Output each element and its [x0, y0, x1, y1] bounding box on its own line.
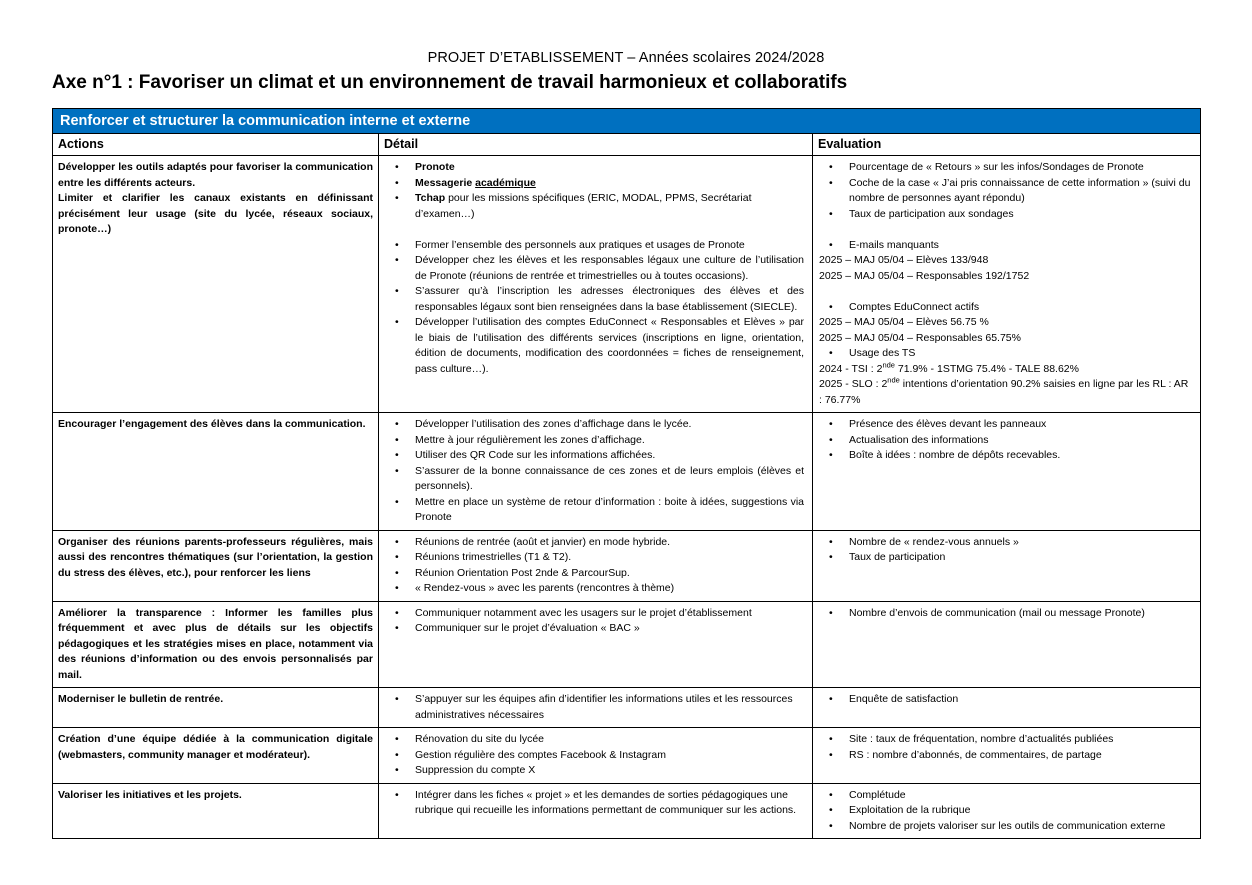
- axe-heading: Axe n°1 : Favoriser un climat et un environnement de travail harmonieux et collaboratifs: [52, 72, 848, 93]
- bullet-item-text: Mettre à jour régulièrement les zones d’affichage.: [415, 433, 645, 446]
- banner-row: [53, 109, 1201, 134]
- detail-cell: [379, 413, 813, 531]
- evaluation-cell: [813, 688, 1201, 728]
- bullet-item: [383, 176, 806, 192]
- bullet-item-text: Taux de participation aux sondages: [849, 207, 1014, 220]
- stat-line: 2025 – MAJ 05/04 – Elèves 56.75 %: [819, 316, 989, 328]
- blank-line: [817, 222, 1194, 238]
- bullet-marker-icon: •: [395, 733, 399, 745]
- action-paragraph: Limiter et clarifier les canaux existants en définissant précisément leur usage (site du lycée, réseaux sociaux, pronote…): [58, 192, 373, 235]
- stat-line: 2025 - SLO : 2nde intentions d’orientation 90.2% saisies en ligne par les RL : AR : 76.77%: [819, 375, 1189, 406]
- column-header-actions: Actions: [53, 134, 379, 156]
- bullet-item-text: Développer l’utilisation des comptes EduConnect « Responsables et Elèves » par le biais de l’utilisation des différents services (inscriptions en ligne, orientation, édition de documents, modification des coordonnées = fiches de renseignement, pass culture…).: [415, 316, 804, 375]
- bullet-marker-icon: •: [829, 207, 833, 220]
- actions-cell: [53, 413, 379, 531]
- bullet-item-text: Nombre d’envois de communication (mail ou message Pronote): [849, 606, 1145, 619]
- bullet-item-text: Nombre de « rendez-vous annuels »: [849, 535, 1019, 548]
- bullet-item-text: Messagerie académique: [415, 176, 536, 189]
- main-table: [52, 108, 1201, 839]
- detail-cell: [379, 601, 813, 688]
- bullet-marker-icon: •: [829, 788, 833, 801]
- bullet-marker-icon: •: [395, 285, 399, 297]
- evaluation-cell: [813, 601, 1201, 688]
- bullet-item: [383, 692, 806, 723]
- bullet-item-text: Actualisation des informations: [849, 433, 989, 446]
- bullet-item-text: Complétude: [849, 788, 906, 801]
- bullet-marker-icon: •: [395, 433, 399, 446]
- blank-line: [817, 284, 1194, 300]
- evaluation-cell: [813, 783, 1201, 839]
- bullet-item-text: Site : taux de fréquentation, nombre d’actualités publiées: [849, 733, 1114, 745]
- bullet-marker-icon: •: [395, 748, 399, 761]
- bullet-marker-icon: •: [395, 418, 399, 430]
- bullet-item: [817, 176, 1194, 207]
- bullet-item-text: Nombre de projets valoriser sur les outils de communication externe: [849, 819, 1166, 832]
- bullet-item: [383, 238, 806, 254]
- actions-cell: [53, 728, 379, 784]
- evaluation-cell: [813, 728, 1201, 784]
- bullet-item: [817, 606, 1194, 622]
- actions-cell: [53, 156, 379, 413]
- bullet-item-text: Tchap pour les missions spécifiques (ERIC, MODAL, PPMS, Secrétariat d’examen…): [415, 192, 752, 220]
- bullet-item: [817, 535, 1194, 551]
- bullet-marker-icon: •: [829, 347, 833, 359]
- bullet-item: [817, 160, 1194, 176]
- bullet-item-text: E-mails manquants: [849, 238, 939, 251]
- bullet-item: [383, 535, 806, 551]
- bullet-marker-icon: •: [829, 819, 833, 832]
- bullet-item-text: Taux de participation: [849, 551, 946, 563]
- bullet-marker-icon: •: [395, 161, 399, 173]
- bullet-marker-icon: •: [829, 176, 833, 189]
- table-row: [53, 601, 1201, 688]
- actions-cell: [53, 783, 379, 839]
- bullet-marker-icon: •: [395, 606, 399, 619]
- bullet-item-text: Pronote: [415, 161, 455, 173]
- bullet-marker-icon: •: [829, 535, 833, 548]
- bullet-item: [817, 300, 1194, 316]
- column-header-row: [53, 134, 1201, 156]
- bullet-marker-icon: •: [829, 551, 833, 563]
- bullet-item: [383, 748, 806, 764]
- bullet-item: [383, 253, 806, 284]
- bullet-item-text: Réunions de rentrée (août et janvier) en mode hybride.: [415, 535, 671, 548]
- detail-cell: [379, 688, 813, 728]
- detail-cell: [379, 530, 813, 601]
- bullet-marker-icon: •: [395, 449, 399, 461]
- bullet-item: [383, 566, 806, 582]
- bullet-marker-icon: •: [395, 566, 399, 579]
- bullet-item-text: Réunion Orientation Post 2nde & ParcourSup.: [415, 566, 630, 579]
- bullet-item: [383, 464, 806, 495]
- bullet-marker-icon: •: [829, 238, 833, 251]
- bullet-item: [817, 346, 1194, 362]
- bullet-marker-icon: •: [829, 693, 833, 705]
- bullet-item-text: Réunions trimestrielles (T1 & T2).: [415, 551, 572, 563]
- bullet-item-text: RS : nombre d’abonnés, de commentaires, de partage: [849, 748, 1102, 761]
- bullet-marker-icon: •: [395, 495, 399, 508]
- column-header-detail: Détail: [379, 134, 813, 156]
- bullet-marker-icon: •: [395, 582, 399, 594]
- bullet-marker-icon: •: [395, 316, 399, 328]
- bullet-item-text: S’appuyer sur les équipes afin d’identifier les informations utiles et les ressources administratives nécessaires: [415, 693, 793, 721]
- bullet-item-text: Exploitation de la rubrique: [849, 804, 971, 816]
- action-paragraph: Améliorer la transparence : Informer les familles plus fréquemment et avec plus de détails sur les objectifs pédagogiques et les stratégies mises en place, notamment via des réunions d’information ou des envois personnalisés par mail.: [58, 606, 373, 681]
- bullet-marker-icon: •: [395, 764, 399, 776]
- bullet-item-text: Former l’ensemble des personnels aux pratiques et usages de Pronote: [415, 238, 745, 251]
- bullet-item: [817, 788, 1194, 804]
- bullet-marker-icon: •: [829, 300, 833, 313]
- action-paragraph: Valoriser les initiatives et les projets.: [58, 788, 242, 801]
- bullet-marker-icon: •: [395, 176, 399, 189]
- document-title: PROJET D’ETABLISSEMENT – Années scolaires 2024/2028: [427, 50, 825, 66]
- bullet-item-text: Intégrer dans les fiches « projet » et les demandes de sorties pédagogiques une rubrique qui recueille les informations permettant de communiquer sur les actions.: [415, 788, 797, 816]
- evaluation-cell: [813, 156, 1201, 413]
- bullet-item-text: Pourcentage de « Retours » sur les infos/Sondages de Pronote: [849, 161, 1144, 173]
- bullet-item-text: Présence des élèves devant les panneaux: [849, 418, 1047, 430]
- table-row: [53, 688, 1201, 728]
- bullet-item: [817, 803, 1194, 819]
- table-banner: Renforcer et structurer la communication interne et externe: [53, 109, 1201, 134]
- bullet-item: [817, 732, 1194, 748]
- evaluation-cell: [813, 530, 1201, 601]
- bullet-item-text: Mettre en place un système de retour d’information : boite à idées, suggestions via Pronote: [415, 495, 804, 523]
- bullet-item-text: Communiquer sur le projet d’évaluation « BAC »: [415, 622, 640, 634]
- bullet-item: [817, 417, 1194, 433]
- bullet-marker-icon: •: [829, 418, 833, 430]
- bullet-marker-icon: •: [395, 464, 399, 477]
- bullet-item: [383, 417, 806, 433]
- bullet-item: [383, 732, 806, 748]
- bullet-item-text: Communiquer notamment avec les usagers sur le projet d’établissement: [415, 606, 752, 619]
- bullet-item-text: « Rendez-vous » avec les parents (rencontres à thème): [415, 582, 675, 594]
- bullet-marker-icon: •: [829, 433, 833, 446]
- bullet-item: [383, 448, 806, 464]
- column-header-evaluation: Evaluation: [813, 134, 1201, 156]
- bullet-item: [383, 160, 806, 176]
- bullet-item-text: Gestion régulière des comptes Facebook & Instagram: [415, 748, 666, 761]
- bullet-marker-icon: •: [395, 192, 399, 204]
- table-row: [53, 783, 1201, 839]
- bullet-marker-icon: •: [829, 733, 833, 745]
- bullet-marker-icon: •: [829, 804, 833, 816]
- bullet-marker-icon: •: [829, 449, 833, 461]
- bullet-item: [383, 315, 806, 377]
- bullet-item-text: S’assurer de la bonne connaissance de ces zones et de leurs emplois (élèves et personnels).: [415, 464, 804, 492]
- actions-cell: [53, 601, 379, 688]
- table-row: [53, 728, 1201, 784]
- bullet-item-text: Enquête de satisfaction: [849, 693, 959, 705]
- bullet-item-text: Comptes EduConnect actifs: [849, 300, 980, 313]
- bullet-item: [383, 495, 806, 526]
- bullet-marker-icon: •: [395, 622, 399, 634]
- stat-line: 2025 – MAJ 05/04 – Responsables 65.75%: [819, 331, 1021, 344]
- bullet-item: [383, 621, 806, 637]
- bullet-marker-icon: •: [829, 161, 833, 173]
- evaluation-cell: [813, 413, 1201, 531]
- table-row: [53, 156, 1201, 413]
- detail-cell: [379, 728, 813, 784]
- bullet-marker-icon: •: [395, 535, 399, 548]
- action-paragraph: Organiser des réunions parents-professeurs régulières, mais aussi des rencontres thématiques (sur l’orientation, la gestion du stress des élèves, etc.), pour renforcer les liens: [58, 535, 373, 579]
- action-paragraph: Encourager l’engagement des élèves dans la communication.: [58, 418, 366, 430]
- bullet-item-text: Usage des TS: [849, 347, 916, 359]
- bullet-item-text: S’assurer qu’à l’inscription les adresses électroniques des élèves et des responsables légaux sont bien renseignées dans la base établissement (SIECLE).: [415, 285, 804, 313]
- bullet-item: [383, 763, 806, 779]
- bullet-item: [383, 191, 806, 222]
- bullet-item-text: Utiliser des QR Code sur les informations affichées.: [415, 449, 656, 461]
- table-row: [53, 530, 1201, 601]
- bullet-item: [817, 819, 1194, 835]
- bullet-item: [817, 207, 1194, 223]
- bullet-item: [817, 692, 1194, 708]
- bullet-item-text: Coche de la case « J’ai pris connaissance de cette information » (suivi du nombre de personnes ayant répondu): [849, 176, 1191, 204]
- bullet-item: [817, 433, 1194, 449]
- table-row: [53, 413, 1201, 531]
- bullet-item-text: Suppression du compte X: [415, 764, 536, 776]
- table-body: [53, 156, 1201, 839]
- bullet-marker-icon: •: [829, 748, 833, 761]
- bullet-item-text: Développer l’utilisation des zones d’affichage dans le lycée.: [415, 418, 692, 430]
- bullet-item: [383, 606, 806, 622]
- bullet-item: [817, 238, 1194, 254]
- bullet-item: [383, 581, 806, 597]
- bullet-item: [383, 788, 806, 819]
- stat-line: 2024 - TSI : 2nde 71.9% - 1STMG 75.4% - TALE 88.62%: [819, 360, 1079, 375]
- action-paragraph: Moderniser le bulletin de rentrée.: [58, 693, 224, 705]
- bullet-item-text: Développer chez les élèves et les responsables légaux une culture de l’utilisation de Pronote (réunions de rentrée et trimestrielles ou à toutes occasions).: [415, 254, 804, 282]
- bullet-marker-icon: •: [395, 693, 399, 705]
- blank-line: [383, 222, 806, 238]
- action-paragraph: Développer les outils adaptés pour favoriser la communication entre les différents acteurs.: [58, 161, 373, 189]
- bullet-marker-icon: •: [395, 551, 399, 563]
- bullet-marker-icon: •: [829, 606, 833, 619]
- bullet-item: [817, 448, 1194, 464]
- bullet-item-text: Boîte à idées : nombre de dépôts recevables.: [849, 449, 1061, 461]
- detail-cell: [379, 783, 813, 839]
- bullet-marker-icon: •: [395, 254, 399, 266]
- bullet-item: [817, 748, 1194, 764]
- stat-line: 2025 – MAJ 05/04 – Responsables 192/1752: [819, 269, 1030, 282]
- detail-cell: [379, 156, 813, 413]
- bullet-marker-icon: •: [395, 238, 399, 251]
- bullet-item: [383, 284, 806, 315]
- bullet-item: [383, 550, 806, 566]
- action-paragraph: Création d’une équipe dédiée à la communication digitale (webmasters, community manager et modérateur).: [58, 733, 373, 761]
- bullet-marker-icon: •: [395, 788, 399, 801]
- actions-cell: [53, 688, 379, 728]
- bullet-item: [383, 433, 806, 449]
- actions-cell: [53, 530, 379, 601]
- bullet-item: [817, 550, 1194, 566]
- bullet-item-text: Rénovation du site du lycée: [415, 733, 544, 745]
- stat-line: 2025 – MAJ 05/04 – Elèves 133/948: [819, 254, 989, 266]
